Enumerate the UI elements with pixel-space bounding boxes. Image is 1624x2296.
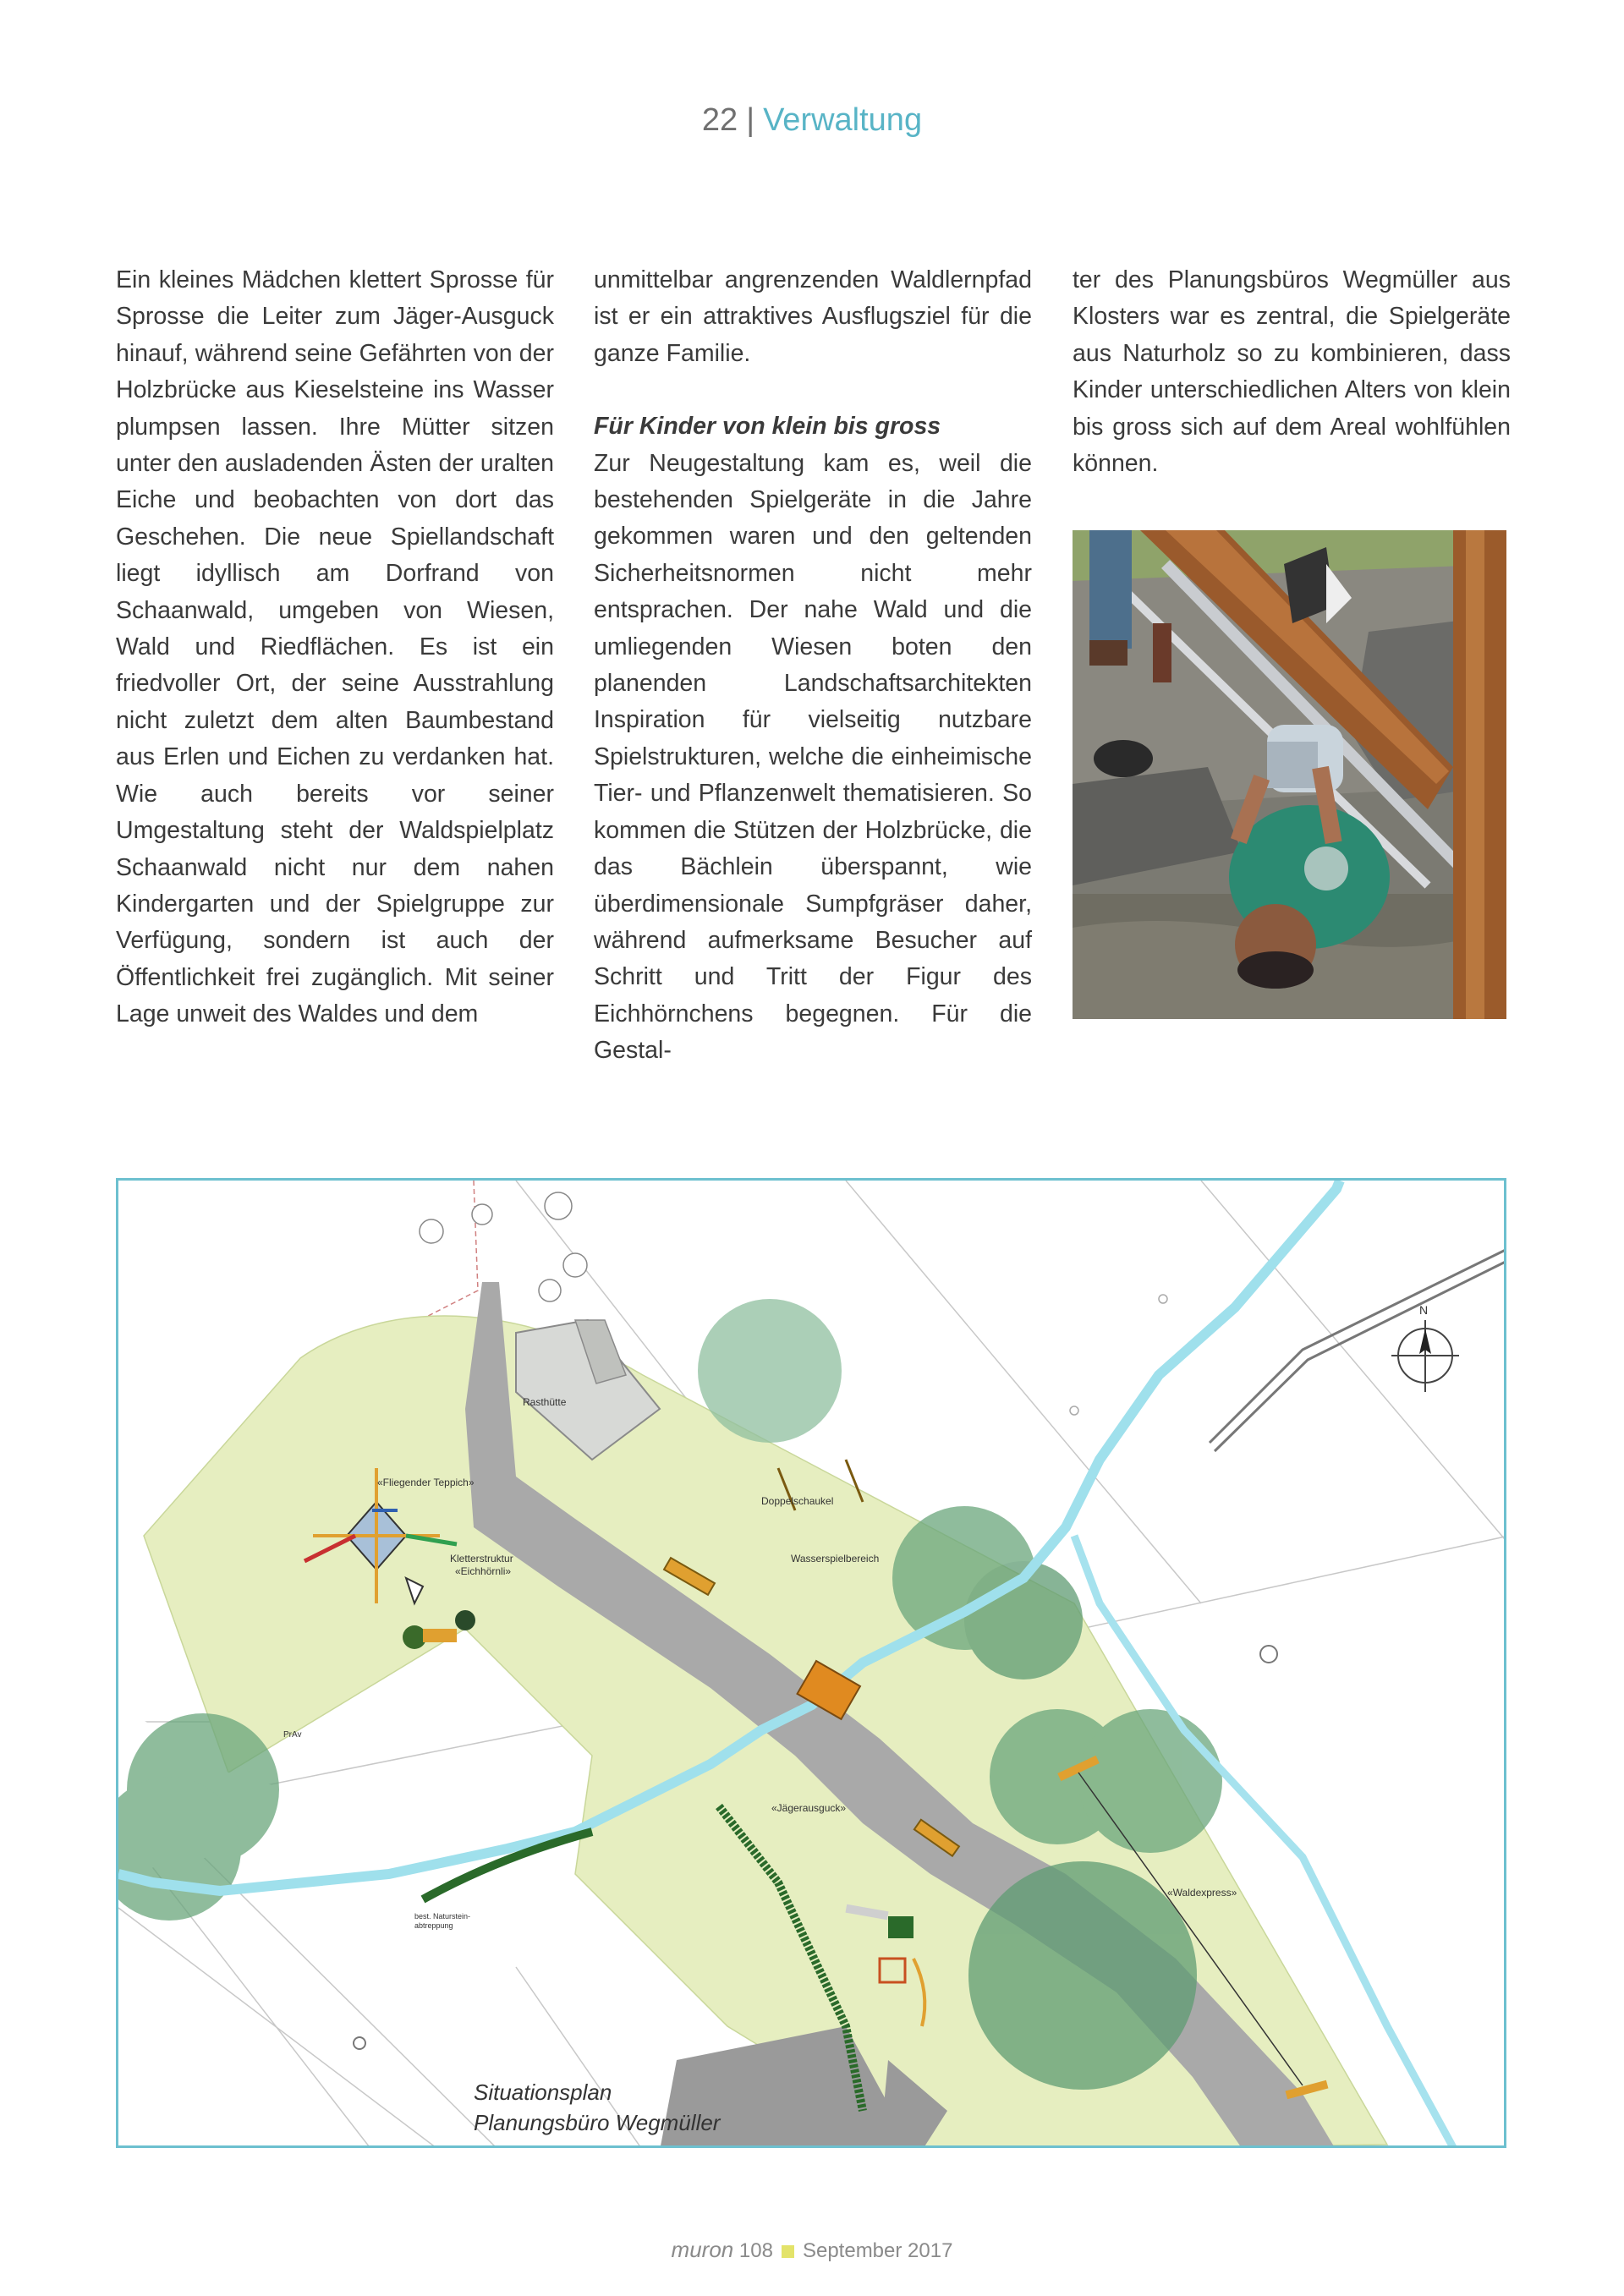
caption-line-2: Planungsbüro Wegmüller bbox=[474, 2110, 721, 2135]
label-waldexpress: «Waldexpress» bbox=[1167, 1887, 1237, 1899]
label-naturstein-2: abtreppung bbox=[414, 1921, 453, 1930]
article-paragraph: Zur Neugestaltung kam es, weil die bestehenden Spielgeräte in die Jahre gekommen waren und den geltenden Sicherheitsnormen nicht mehr entsprachen. Der nahe Wald und die umliegenden Wiesen boten den planenden Landschaftsarchitekten Inspiration für vielseitig nutzbare Spielstrukturen, welche die einheimische Tier- und Pflanzenwelt thematisieren. So kommen die Stützen der Holzbrücke, die das Bächlein überspannt, wie überdimensionale Sumpfgräser daher, während aufmerksame Besucher auf Schritt und Tritt der Figur des Eichhörnchens begegnen. Für die Gestal- bbox=[594, 449, 1032, 1065]
article-paragraph: ter des Planungsbüros Wegmüller aus Klosters war es zentral, die Spielgeräte aus Naturholz so zu kombinieren, dass Kinder unterschiedlichen Alters von klein bis gross sich auf dem Areal wohlfühlen können. bbox=[1073, 266, 1511, 478]
label-prav: PrAv bbox=[283, 1730, 302, 1740]
page-number: 22 bbox=[701, 102, 738, 138]
label-rasthuette: Rasthütte bbox=[523, 1396, 567, 1408]
page-header bbox=[0, 100, 1624, 140]
article-column-3 bbox=[1073, 262, 1511, 482]
label-kletterstruktur: Kletterstruktur bbox=[450, 1553, 513, 1564]
playground-photo bbox=[1073, 530, 1506, 1019]
north-label: N bbox=[1419, 1303, 1429, 1317]
plan-caption bbox=[474, 2077, 720, 2138]
article-column-1 bbox=[116, 262, 554, 1033]
photo-illustration bbox=[1073, 530, 1506, 1019]
issue-date: September 2017 bbox=[802, 2239, 953, 2262]
article-column-2 bbox=[594, 262, 1032, 1070]
site-plan bbox=[116, 1178, 1506, 2148]
section-title: Verwaltung bbox=[763, 102, 923, 138]
page-footer bbox=[0, 2237, 1624, 2263]
label-naturstein-1: best. Naturstein- bbox=[414, 1912, 471, 1921]
issue-number: 108 bbox=[738, 2239, 773, 2262]
label-jaegerausguck: «Jägerausguck» bbox=[771, 1802, 847, 1814]
label-eichhoernli: «Eichhörnli» bbox=[455, 1565, 512, 1577]
label-wasserspielbereich: Wasserspielbereich bbox=[791, 1553, 880, 1564]
article-paragraph: unmittelbar angrenzenden Waldlernpfad ist er ein attraktives Ausflugsziel für die ganze Familie. bbox=[594, 266, 1032, 367]
caption-line-1: Situationsplan bbox=[474, 2080, 612, 2105]
article-paragraph: Ein kleines Mädchen klettert Sprosse für Sprosse die Leiter zum Jäger-Ausguck hinauf, während seine Gefährten von der Holzbrücke aus Kieselsteine ins Wasser plumpsen lassen. Ihre Mütter sitzen unter den ausladenden Ästen der uralten Eiche und beobachten von dort das Geschehen. Die neue Spiellandschaft liegt idyllisch am Dorfrand von Schaanwald, umgeben von Wiesen, Wald und Riedflächen. Es ist ein friedvoller Ort, der seine Ausstrahlung nicht zuletzt dem alten Baumbestand aus Erlen und Eichen zu verdanken hat. Wie auch bereits vor seiner Umgestaltung steht der Waldspielplatz Schaanwald nicht nur dem nahen Kindergarten und der Spielgruppe zur Verfügung, sondern ist auch der Öffentlichkeit frei zugänglich. Mit seiner Lage unweit des Waldes und dem bbox=[116, 266, 554, 1028]
header-separator: | bbox=[746, 102, 755, 138]
label-fliegender-teppich: «Fliegender Teppich» bbox=[377, 1477, 475, 1488]
footer-square-icon bbox=[782, 2245, 794, 2258]
magazine-name: muron bbox=[671, 2237, 734, 2262]
site-plan-drawing bbox=[118, 1181, 1506, 2148]
label-doppelschaukel: Doppelschaukel bbox=[761, 1495, 834, 1507]
article-subheading: Für Kinder von klein bis gross bbox=[594, 413, 941, 441]
